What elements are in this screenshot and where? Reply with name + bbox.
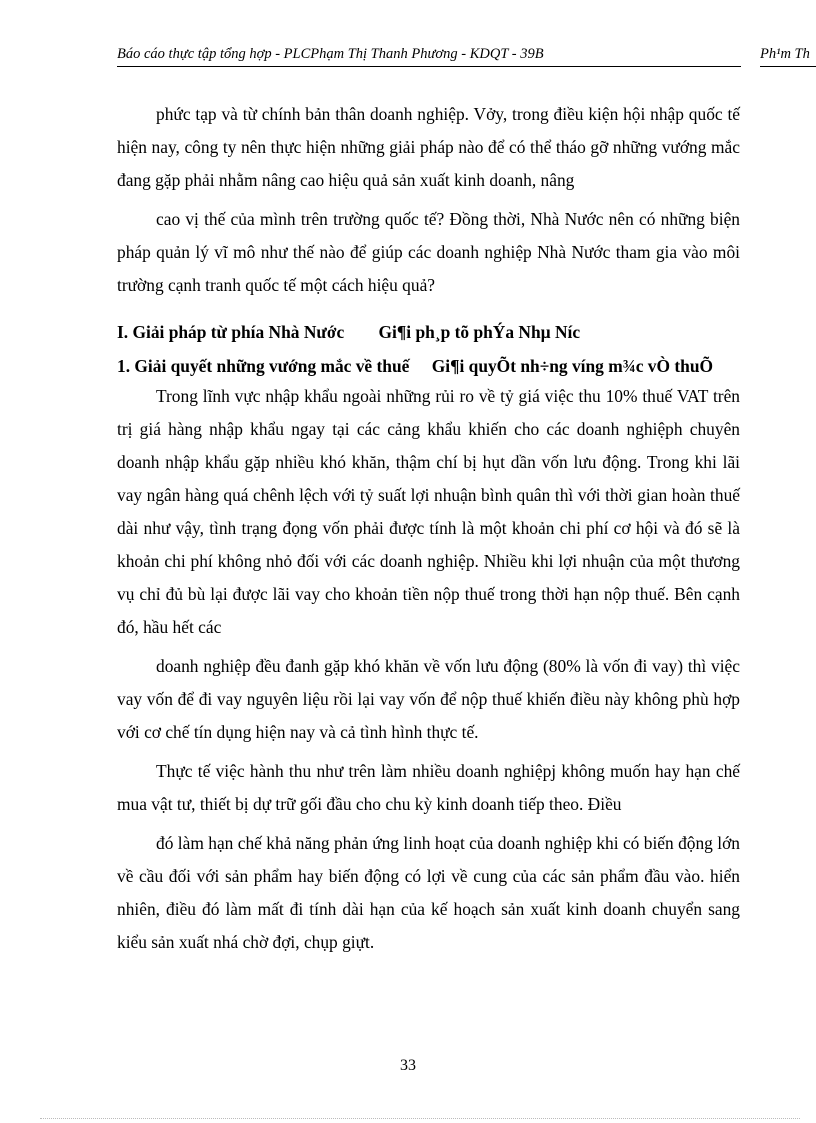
subsection-heading-text: 1. Giải quyết những vướng mắc về thuế bbox=[117, 356, 410, 376]
page-header bbox=[117, 46, 816, 70]
page-bottom-divider bbox=[40, 1118, 800, 1119]
paragraph: đó làm hạn chế khả năng phản ứng linh hoạt của doanh nghiệp khi có biến động lớn về cầu đối với sản phẩm hay biến động có lợi về cung của các sản phẩm đầu vào. hiển nhiên, điều đó làm mất đi tính dài hạn của kế hoạch sản xuất kinh doanh chuyển sang kiểu sản xuất nhá chờ đợi, chụp giựt. bbox=[117, 833, 740, 952]
paragraph: cao vị thế của mình trên trường quốc tế? Đồng thời, Nhà Nước nên có những biện pháp quản lý vĩ mô như thế nào để giúp các doanh nghiệp Nhà Nước tham gia vào môi trường cạnh tranh quốc tế một cách hiệu quả? bbox=[117, 209, 740, 295]
section-heading-garbled: Gi¶i ph¸p tõ phÝa Nhµ Níc bbox=[378, 322, 581, 342]
page-number: 33 bbox=[400, 1057, 416, 1074]
paragraph: doanh nghiệp đều đanh gặp khó khăn về vốn lưu động (80% là vốn đi vay) thì việc vay vốn để đi vay nguyên liệu rồi lại vay vốn để nộp thuế khiến điều này không phù hợp với cơ chế tín dụng hiện nay và cả tình hình thực tế. bbox=[117, 656, 740, 742]
paragraph: Thực tế việc hành thu như trên làm nhiều doanh nghiệpj không muốn hay hạn chế mua vật tư, thiết bị dự trữ gối đầu cho chu kỳ kinh doanh tiếp theo. Điều bbox=[117, 761, 740, 814]
section-heading-text: I. Giải pháp từ phía Nhà Nước bbox=[117, 322, 345, 342]
subsection-heading bbox=[117, 353, 740, 380]
page-content bbox=[117, 98, 740, 959]
paragraph: Trong lĩnh vực nhập khẩu ngoài những rủi ro về tỷ giá việc thu 10% thuế VAT trên trị giá hàng nhập khẩu ngay tại các cảng khẩu khiến cho các doanh nghiệph chuyên doanh nhập khẩu gặp nhiều khó khăn, thậm chí bị hụt dần vốn lưu động. Trong khi lãi vay ngân hàng quá chênh lệch với tỷ suất lợi nhuận bình quân thì với thời gian hoàn thuế dài như vậy, tình trạng đọng vốn phải được tính là một khoản chi phí cơ hội và đó sẽ là khoản chi phí không nhỏ đối với các doanh nghiệp. Nhiều khi lợi nhuận của một thương vụ chỉ đủ bù lại được lãi vay cho khoản tiền nộp thuế trong thời hạn nộp thuế. Bên cạnh đó, hầu hết các bbox=[117, 386, 740, 637]
paragraph: phức tạp và từ chính bản thân doanh nghiệp. Vởy, trong điều kiện hội nhập quốc tế hiện nay, công ty nên thực hiện những giải pháp nào để có thể tháo gỡ những vướng mắc đang gặp phải nhằm nâng cao hiệu quả sản xuất kinh doanh, nâng bbox=[117, 104, 740, 190]
section-heading bbox=[117, 322, 740, 343]
header-title: Báo cáo thực tập tổng hợp - PLCPhạm Thị Thanh Phương - KDQT - 39B bbox=[117, 46, 741, 67]
header-author-fragment: Ph¹m Th bbox=[760, 46, 816, 67]
subsection-heading-garbled: Gi¶i quyÕt nh÷ng víng m¾c vÒ thuÕ bbox=[431, 356, 714, 376]
